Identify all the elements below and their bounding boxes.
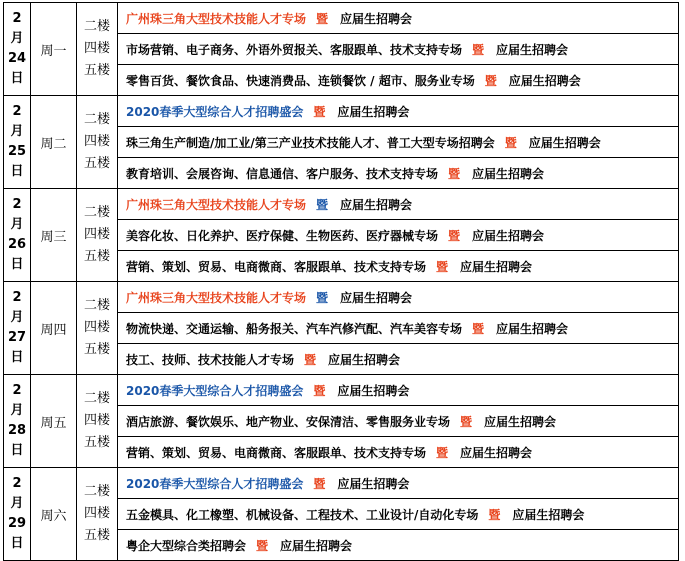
event-title: 市场营销、电子商务、外语外贸报关、客服跟单、技术支持专场 xyxy=(126,42,463,57)
date-cell xyxy=(4,375,31,468)
event-conjunction: 暨 xyxy=(488,507,501,522)
event-title: 粤企大型综合类招聘会 xyxy=(126,538,247,553)
event-conjunction: 暨 xyxy=(436,445,449,460)
floor-label: 二楼 xyxy=(83,205,110,220)
date-part: 25 xyxy=(7,144,27,159)
floor-cell xyxy=(77,189,118,282)
event-suffix: 应届生招聘会 xyxy=(340,11,413,26)
event-conjunction: 暨 xyxy=(484,73,497,88)
floor-label: 四楼 xyxy=(83,41,110,56)
event-title: 营销、策划、贸易、电商微商、客服跟单、技术支持专场 xyxy=(126,259,427,274)
event-title: 营销、策划、贸易、电商微商、客服跟单、技术支持专场 xyxy=(126,445,427,460)
event-suffix: 应届生招聘会 xyxy=(328,352,401,367)
event-cell xyxy=(118,344,679,375)
event-suffix: 应届生招聘会 xyxy=(460,445,533,460)
event-title: 酒店旅游、餐饮娱乐、地产物业、安保清洁、零售服务业专场 xyxy=(126,414,451,429)
date-part: 2 xyxy=(12,383,22,398)
event-cell xyxy=(118,65,679,96)
floor-label: 二楼 xyxy=(83,484,110,499)
event-cell xyxy=(118,499,679,530)
floor-label: 四楼 xyxy=(83,134,110,149)
event-cell xyxy=(118,189,679,220)
date-cell xyxy=(4,282,31,375)
event-conjunction: 暨 xyxy=(504,135,517,150)
date-part: 月 xyxy=(10,217,24,232)
floor-label: 五楼 xyxy=(83,435,110,450)
date-part: 2 xyxy=(12,476,22,491)
event-suffix: 应届生招聘会 xyxy=(496,321,569,336)
date-part: 24 xyxy=(7,51,27,66)
event-conjunction: 暨 xyxy=(316,11,329,26)
floor-cell xyxy=(77,282,118,375)
date-part: 月 xyxy=(10,403,24,418)
event-conjunction: 暨 xyxy=(316,197,329,212)
date-part: 日 xyxy=(10,257,24,272)
event-suffix: 应届生招聘会 xyxy=(472,166,545,181)
date-part: 月 xyxy=(10,496,24,511)
event-title: 2020春季大型综合人才招聘盛会 xyxy=(126,476,304,491)
schedule-body xyxy=(4,3,679,561)
date-part: 月 xyxy=(10,124,24,139)
event-title: 珠三角生产制造/加工业/第三产业技术技能人才、普工大型专场招聘会 xyxy=(126,135,495,150)
date-cell xyxy=(4,3,31,96)
event-conjunction: 暨 xyxy=(316,290,329,305)
date-cell xyxy=(4,189,31,282)
date-cell xyxy=(4,96,31,189)
event-cell xyxy=(118,158,679,189)
event-conjunction: 暨 xyxy=(304,352,317,367)
event-title: 2020春季大型综合人才招聘盛会 xyxy=(126,383,304,398)
date-part: 2 xyxy=(12,104,22,119)
date-part: 27 xyxy=(7,330,27,345)
event-conjunction: 暨 xyxy=(256,538,269,553)
schedule-row xyxy=(4,96,679,127)
floor-cell xyxy=(77,96,118,189)
event-conjunction: 暨 xyxy=(448,228,461,243)
date-part: 29 xyxy=(7,516,27,531)
event-conjunction: 暨 xyxy=(313,383,326,398)
event-title: 广州珠三角大型技术技能人才专场 xyxy=(126,290,307,305)
event-title: 技工、技师、技术技能人才专场 xyxy=(126,352,295,367)
event-cell xyxy=(118,127,679,158)
job-fair-schedule-table xyxy=(3,2,679,561)
schedule-row xyxy=(4,375,679,406)
date-part: 28 xyxy=(7,423,27,438)
event-suffix: 应届生招聘会 xyxy=(340,197,413,212)
floor-label: 五楼 xyxy=(83,528,110,543)
floor-label: 二楼 xyxy=(83,298,110,313)
event-conjunction: 暨 xyxy=(313,104,326,119)
event-title: 广州珠三角大型技术技能人才专场 xyxy=(126,197,307,212)
date-part: 2 xyxy=(12,197,22,212)
floor-label: 四楼 xyxy=(83,227,110,242)
weekday-cell: 周二 xyxy=(31,96,77,189)
weekday-cell: 周一 xyxy=(31,3,77,96)
floor-label: 四楼 xyxy=(83,506,110,521)
event-cell xyxy=(118,406,679,437)
floor-label: 五楼 xyxy=(83,249,110,264)
floor-cell xyxy=(77,468,118,561)
event-title: 2020春季大型综合人才招聘盛会 xyxy=(126,104,304,119)
event-conjunction: 暨 xyxy=(472,321,485,336)
weekday-cell: 周三 xyxy=(31,189,77,282)
date-part: 2 xyxy=(12,11,22,26)
date-part: 日 xyxy=(10,536,24,551)
event-cell xyxy=(118,251,679,282)
date-part: 2 xyxy=(12,290,22,305)
event-suffix: 应届生招聘会 xyxy=(340,290,413,305)
floor-label: 二楼 xyxy=(83,391,110,406)
event-conjunction: 暨 xyxy=(472,42,485,57)
date-part: 日 xyxy=(10,71,24,86)
date-part: 26 xyxy=(7,237,27,252)
event-suffix: 应届生招聘会 xyxy=(496,42,569,57)
event-conjunction: 暨 xyxy=(436,259,449,274)
event-suffix: 应届生招聘会 xyxy=(460,259,533,274)
schedule-row xyxy=(4,189,679,220)
event-title: 教育培训、会展咨询、信息通信、客户服务、技术支持专场 xyxy=(126,166,439,181)
event-title: 广州珠三角大型技术技能人才专场 xyxy=(126,11,307,26)
event-suffix: 应届生招聘会 xyxy=(280,538,353,553)
event-cell xyxy=(118,468,679,499)
weekday-cell: 周六 xyxy=(31,468,77,561)
date-part: 日 xyxy=(10,164,24,179)
event-cell xyxy=(118,34,679,65)
floor-label: 五楼 xyxy=(83,63,110,78)
date-part: 日 xyxy=(10,350,24,365)
event-suffix: 应届生招聘会 xyxy=(472,228,545,243)
event-suffix: 应届生招聘会 xyxy=(337,383,410,398)
event-conjunction: 暨 xyxy=(448,166,461,181)
floor-label: 五楼 xyxy=(83,342,110,357)
event-suffix: 应届生招聘会 xyxy=(508,73,581,88)
event-cell xyxy=(118,3,679,34)
event-suffix: 应届生招聘会 xyxy=(337,476,410,491)
floor-cell xyxy=(77,375,118,468)
date-part: 月 xyxy=(10,310,24,325)
event-suffix: 应届生招聘会 xyxy=(484,414,557,429)
event-cell xyxy=(118,437,679,468)
schedule-row xyxy=(4,282,679,313)
floor-label: 五楼 xyxy=(83,156,110,171)
event-title: 零售百货、餐饮食品、快速消费品、连锁餐饮 / 超市、服务业专场 xyxy=(126,73,475,88)
event-suffix: 应届生招聘会 xyxy=(528,135,601,150)
date-part: 月 xyxy=(10,31,24,46)
schedule-row xyxy=(4,3,679,34)
floor-cell xyxy=(77,3,118,96)
weekday-cell: 周五 xyxy=(31,375,77,468)
event-cell xyxy=(118,282,679,313)
weekday-cell: 周四 xyxy=(31,282,77,375)
floor-label: 四楼 xyxy=(83,413,110,428)
event-title: 美容化妆、日化养护、医疗保健、生物医药、医疗器械专场 xyxy=(126,228,439,243)
event-suffix: 应届生招聘会 xyxy=(337,104,410,119)
event-cell xyxy=(118,220,679,251)
event-cell xyxy=(118,96,679,127)
schedule-row xyxy=(4,468,679,499)
event-title: 五金模具、化工橡塑、机械设备、工程技术、工业设计/自动化专场 xyxy=(126,507,479,522)
floor-label: 四楼 xyxy=(83,320,110,335)
event-cell xyxy=(118,375,679,406)
event-title: 物流快递、交通运输、船务报关、汽车汽修汽配、汽车美容专场 xyxy=(126,321,463,336)
date-cell xyxy=(4,468,31,561)
floor-label: 二楼 xyxy=(83,112,110,127)
event-conjunction: 暨 xyxy=(460,414,473,429)
event-suffix: 应届生招聘会 xyxy=(512,507,585,522)
event-conjunction: 暨 xyxy=(313,476,326,491)
event-cell xyxy=(118,313,679,344)
date-part: 日 xyxy=(10,443,24,458)
floor-label: 二楼 xyxy=(83,19,110,34)
